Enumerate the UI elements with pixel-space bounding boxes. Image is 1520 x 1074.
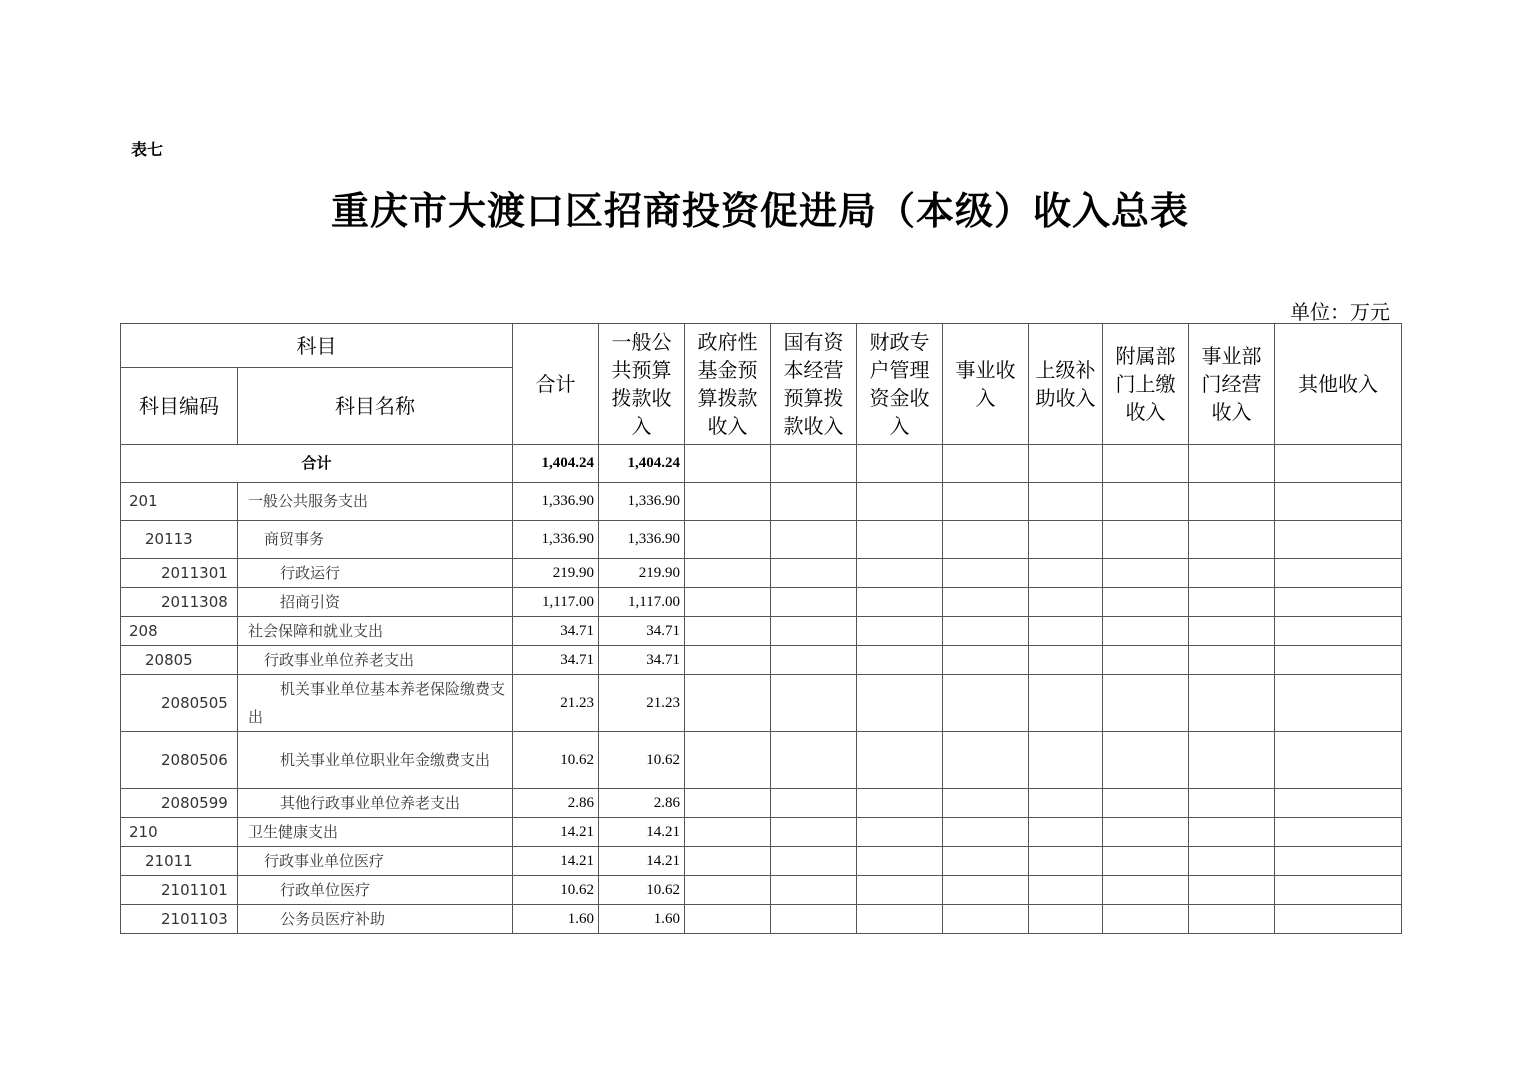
row-code: 2080505: [121, 675, 238, 732]
row-code: 21011: [121, 847, 238, 876]
total-row-general-budget: 1,404.24: [599, 445, 685, 483]
row-name: 行政事业单位养老支出: [238, 646, 513, 675]
row-general-budget: 10.62: [599, 876, 685, 905]
row-name: 招商引资: [238, 588, 513, 617]
unit-label: 单位：万元: [1290, 300, 1390, 324]
header-affiliate-payment: 附属部门上缴收入: [1103, 324, 1189, 445]
row-name: 一般公共服务支出: [238, 483, 513, 521]
row-code: 208: [121, 617, 238, 646]
row-code: 2101103: [121, 905, 238, 934]
row-total: 34.71: [513, 617, 599, 646]
document-title: 重庆市大渡口区招商投资促进局（本级）收入总表: [330, 188, 1189, 233]
table-row: [121, 521, 1402, 559]
row-code: 2011308: [121, 588, 238, 617]
header-superior-subsidy: 上级补助收入: [1029, 324, 1103, 445]
row-total: 10.62: [513, 732, 599, 789]
row-total: 219.90: [513, 559, 599, 588]
row-code: 20113: [121, 521, 238, 559]
row-name: 其他行政事业单位养老支出: [238, 789, 513, 818]
table-row: [121, 646, 1402, 675]
table-row: [121, 847, 1402, 876]
row-general-budget: 14.21: [599, 847, 685, 876]
row-total: 34.71: [513, 646, 599, 675]
table-row: [121, 905, 1402, 934]
row-total: 21.23: [513, 675, 599, 732]
table-row: [121, 675, 1402, 732]
header-state-capital: 国有资本经营预算拨款收入: [771, 324, 857, 445]
header-business-income: 事业收入: [943, 324, 1029, 445]
row-name: 机关事业单位基本养老保险缴费支出: [238, 675, 513, 732]
row-code: 2101101: [121, 876, 238, 905]
income-table: [120, 323, 1402, 934]
row-total: 1,336.90: [513, 521, 599, 559]
total-row: [121, 445, 1402, 483]
row-general-budget: 34.71: [599, 646, 685, 675]
table-row: [121, 876, 1402, 905]
row-general-budget: 34.71: [599, 617, 685, 646]
table-row: [121, 617, 1402, 646]
header-total: 合计: [513, 324, 599, 445]
table-row: [121, 483, 1402, 521]
total-row-total: 1,404.24: [513, 445, 599, 483]
row-name: 行政运行: [238, 559, 513, 588]
table-row: [121, 559, 1402, 588]
row-general-budget: 1,117.00: [599, 588, 685, 617]
row-code: 2080599: [121, 789, 238, 818]
row-total: 1,117.00: [513, 588, 599, 617]
row-total: 2.86: [513, 789, 599, 818]
header-subject: 科目: [121, 324, 513, 368]
row-code: 210: [121, 818, 238, 847]
table-row: [121, 588, 1402, 617]
row-total: 10.62: [513, 876, 599, 905]
row-general-budget: 1.60: [599, 905, 685, 934]
table-row: [121, 732, 1402, 789]
header-gov-fund: 政府性基金预算拨款收入: [685, 324, 771, 445]
header-other-income: 其他收入: [1275, 324, 1402, 445]
table-row: [121, 818, 1402, 847]
header-special-account: 财政专户管理资金收入: [857, 324, 943, 445]
row-name: 机关事业单位职业年金缴费支出: [238, 732, 513, 789]
row-total: 14.21: [513, 818, 599, 847]
row-total: 1.60: [513, 905, 599, 934]
row-name: 公务员医疗补助: [238, 905, 513, 934]
table-number: 表七: [131, 140, 164, 159]
header-business-operation: 事业部门经营收入: [1189, 324, 1275, 445]
row-code: 2011301: [121, 559, 238, 588]
row-general-budget: 219.90: [599, 559, 685, 588]
header-subject-name: 科目名称: [238, 368, 513, 445]
row-name: 社会保障和就业支出: [238, 617, 513, 646]
row-general-budget: 2.86: [599, 789, 685, 818]
row-name: 商贸事务: [238, 521, 513, 559]
row-name: 卫生健康支出: [238, 818, 513, 847]
table-row: [121, 789, 1402, 818]
row-total: 14.21: [513, 847, 599, 876]
row-code: 20805: [121, 646, 238, 675]
row-general-budget: 21.23: [599, 675, 685, 732]
total-row-label: 合计: [121, 445, 513, 483]
row-name: 行政事业单位医疗: [238, 847, 513, 876]
row-total: 1,336.90: [513, 483, 599, 521]
row-general-budget: 10.62: [599, 732, 685, 789]
row-code: 2080506: [121, 732, 238, 789]
row-code: 201: [121, 483, 238, 521]
header-subject-code: 科目编码: [121, 368, 238, 445]
row-name: 行政单位医疗: [238, 876, 513, 905]
row-general-budget: 14.21: [599, 818, 685, 847]
row-general-budget: 1,336.90: [599, 521, 685, 559]
row-general-budget: 1,336.90: [599, 483, 685, 521]
header-general-budget: 一般公共预算拨款收入: [599, 324, 685, 445]
